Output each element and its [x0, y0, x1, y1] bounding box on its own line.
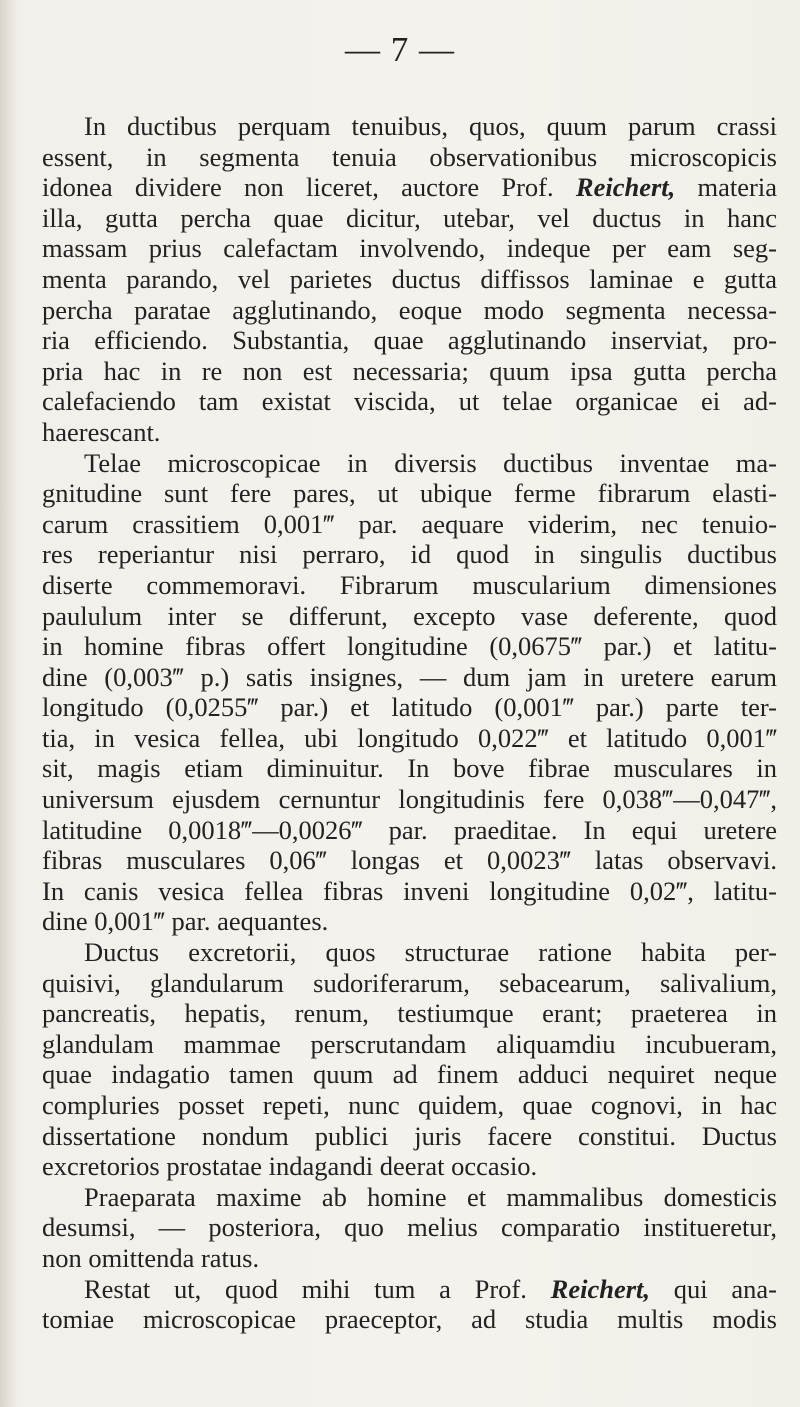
text-line: tomiae microscopicae praeceptor, ad studia multis modis — [42, 1304, 777, 1335]
text-line: res reperiantur nisi perraro, id quod in singulis ductibus — [42, 539, 777, 570]
text-line: diserte commemoravi. Fibrarum muscularium dimensiones — [42, 569, 777, 600]
text-line: massam prius calefactam involvendo, indeque per eam seg- — [42, 233, 777, 264]
text-line: quisivi, glandularum sudoriferarum, sebacearum, salivalium, — [42, 967, 777, 998]
text-line: pria hac in re non est necessaria; quum ipsa gutta percha — [42, 355, 777, 386]
text-line: longitudo (0,0255‴ par.) et latitudo (0,001‴ par.) parte ter- — [42, 692, 777, 723]
text-line: percha paratae agglutinando, eoque modo segmenta necessa- — [42, 294, 777, 325]
text-line: haerescant. — [42, 416, 161, 447]
text-line: menta parando, vel parietes ductus diffissos laminae e gutta — [42, 263, 777, 294]
text-line: tia, in vesica fellea, ubi longitudo 0,022‴ et latitudo 0,001‴ — [42, 722, 777, 753]
text-line: desumsi, — posteriora, quo melius comparatio institueretur, — [42, 1212, 777, 1243]
page-number: — 7 — — [345, 30, 455, 69]
text-line: universum ejusdem cernuntur longitudinis fere 0,038‴—0,047‴, — [42, 784, 777, 815]
author-name: Reichert, — [550, 1273, 651, 1304]
text-line: in homine fibras offert longitudine (0,0675‴ par.) et latitu- — [42, 631, 777, 662]
text-line: sit, magis etiam diminuitur. In bove fibrae musculares in — [42, 753, 777, 784]
text-line: dissertatione nondum publici juris facere constitui. Ductus — [42, 1120, 777, 1151]
text-line: paululum inter se differunt, excepto vase deferente, quod — [42, 600, 777, 631]
text-line: fibras musculares 0,06‴ longas et 0,0023‴ latas observavi. — [42, 845, 777, 876]
text-line: In ductibus perquam tenuibus, quos, quum parum crassi — [84, 111, 777, 141]
text-line: carum crassitiem 0,001‴ par. aequare viderim, nec tenuio- — [42, 508, 777, 539]
text-line: Praeparata maxime ab homine et mammalibus domesticis — [84, 1181, 777, 1212]
text-line: Restat ut, quod mihi tum a Prof. Reichert, qui ana- — [84, 1273, 777, 1304]
text-line: gnitudine sunt fere pares, ut ubique ferme fibrarum elasti- — [42, 478, 777, 509]
text-line: dine (0,003‴ p.) satis insignes, — dum jam in uretere earum — [42, 661, 777, 692]
text-line: compluries posset repeti, nunc quidem, quae cognovi, in hac — [42, 1090, 777, 1120]
text-line: Ductus excretorii, quos structurae ratione habita per- — [84, 937, 777, 968]
text-line: dine 0,001‴ par. aequantes. — [42, 906, 329, 937]
text-line: latitudine 0,0018‴—0,0026‴ par. praeditae. In equi uretere — [42, 814, 777, 845]
text-line: calefaciendo tam existat viscida, ut telae organicae ei ad- — [42, 386, 777, 417]
binding-shadow — [0, 0, 16, 1407]
text-line: essent, in segmenta tenuia observationibus microscopicis — [42, 141, 777, 172]
text-line: non omittenda ratus. — [42, 1242, 260, 1273]
text-line: pancreatis, hepatis, renum, testiumque erant; praeterea in — [42, 998, 777, 1029]
text-line: ria efficiendo. Substantia, quae agglutinando inserviat, pro- — [42, 325, 777, 356]
text-line: idonea dividere non liceret, auctore Prof. Reichert, materia — [42, 172, 777, 203]
author-name: Reichert, — [575, 172, 676, 203]
text-line: excretorios prostatae indagandi deerat occasio. — [42, 1151, 538, 1182]
text-line: quae indagatio tamen quum ad finem adduci nequiret neque — [42, 1059, 777, 1090]
text-line: In canis vesica fellea fibras inveni longitudine 0,02‴, latitu- — [42, 875, 777, 906]
text-line: illa, gutta percha quae dicitur, utebar, vel ductus in hanc — [42, 202, 777, 233]
body-text — [42, 111, 777, 1335]
text-line: Telae microscopicae in diversis ductibus inventae ma- — [84, 447, 777, 478]
text-line: glandulam mammae perscrutandam aliquamdiu incubueram, — [42, 1028, 777, 1059]
